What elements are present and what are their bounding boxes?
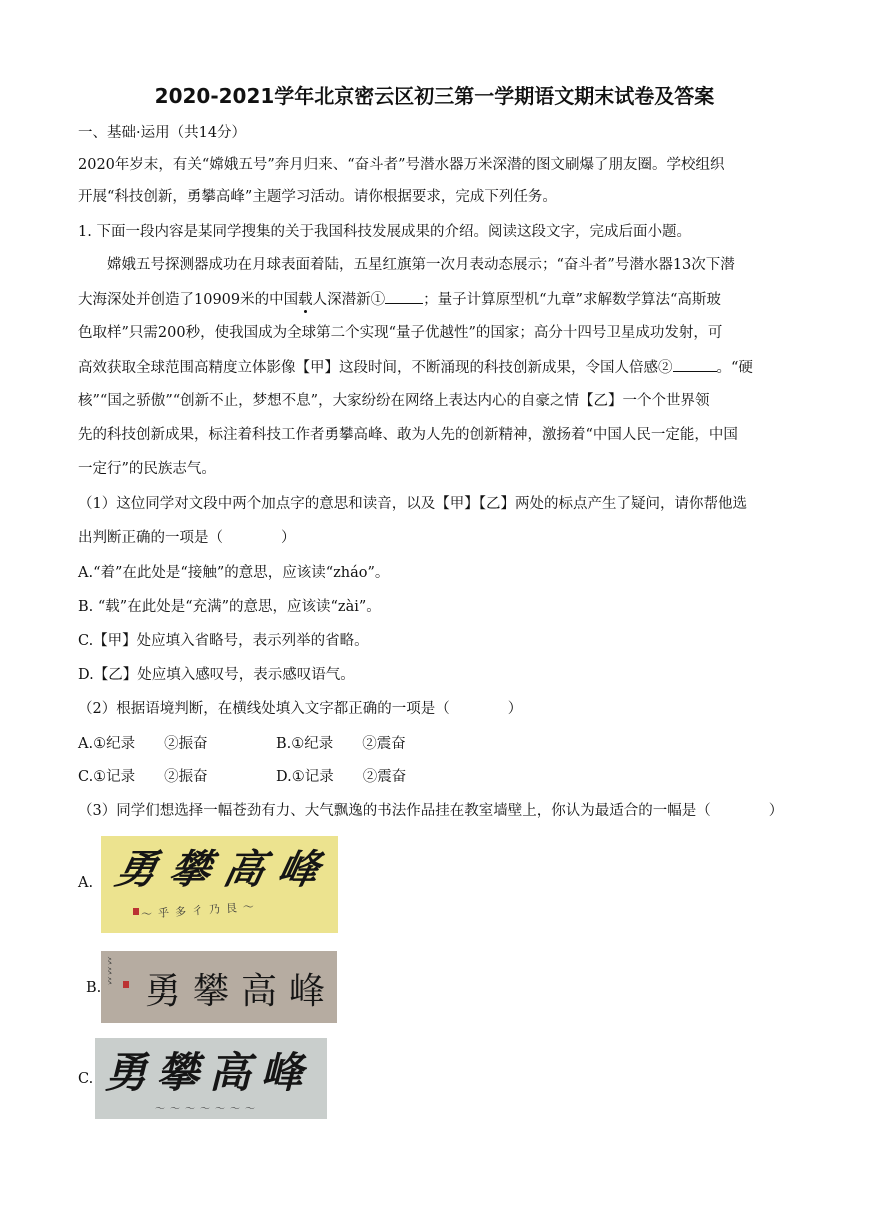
- passage-line-7: 一定行”的民族志气。: [78, 461, 216, 477]
- seal-stamp-a: [133, 908, 139, 915]
- inscription-a: 〜乎多彳乃艮〜: [140, 899, 261, 922]
- passage-text: 嫦娥五号探测器成功在月球表面着陆，五星红旗第一次月表动态展示；“奋斗者”号潜水器13次下潜: [107, 257, 735, 273]
- blank-1: [385, 289, 423, 304]
- sub2-stem: （2）根据语境判断，在横线处填入文字都正确的一项是（ ）: [78, 701, 523, 717]
- calligraphy-image-a: [101, 836, 338, 933]
- question-1-stem: 1. 下面一段内容是某同学搜集的关于我国科技发展成果的介绍。阅读这段文字，完成后面小题。: [78, 224, 691, 240]
- passage-line-4: 高效获取全球范围高精度立体影像【甲】这段时间，不断涌现的科技创新成果，令国人倍感② 。“硬: [78, 357, 753, 378]
- intro-line-1: 2020年岁末，有关“嫦娥五号”奔月归来、“奋斗者”号潜水器万米深潜的图文刷爆了朋友圈。学校组织: [78, 157, 725, 173]
- calligraphy-text-a: 勇攀高峰: [111, 847, 338, 893]
- inscription-c: 〜〜〜〜〜〜〜: [155, 1104, 260, 1115]
- option-c-label: C.: [78, 1071, 94, 1087]
- sub1-option-a: A.“着”在此处是“接触”的意思，应该读“zháo”。: [78, 565, 390, 581]
- sub2-option-d: D.①记录 ②震奋: [276, 769, 407, 785]
- sub3-stem: （3）同学们想选择一幅苍劲有力、大气飘逸的书法作品挂在教室墙壁上，你认为最适合的一幅是（ ）: [78, 803, 784, 819]
- option-a-label: A.: [78, 875, 94, 891]
- calligraphy-text-b: 勇攀高峰: [145, 971, 337, 1012]
- sub1-option-b: B. “载”在此处是“充满”的意思，应该读“zài”。: [78, 599, 381, 615]
- calligraphy-image-c: [95, 1038, 327, 1119]
- sub2-option-a: A.①纪录 ②振奋: [78, 736, 208, 752]
- sub1-option-c: C.【甲】处应填入省略号，表示列举的省略。: [78, 633, 369, 649]
- blank-2: [673, 357, 717, 372]
- passage-line-2: 大海深处并创造了10909米的中国载人深潜新① ；量子计算原型机“九章”求解数学算法“高斯玻: [78, 289, 721, 310]
- calligraphy-text-c: 勇攀高峰: [102, 1048, 323, 1097]
- intro-line-2: 开展“科技创新，勇攀高峰”主题学习活动。请你根据要求，完成下列任务。: [78, 189, 557, 205]
- page-title: 2020-2021学年北京密云区初三第一学期语文期末试卷及答案: [154, 84, 715, 108]
- passage-line-5: 核”“国之骄傲”“创新不止，梦想不息”，大家纷纷在网络上表达内心的自豪之情【乙】一个个世界领: [78, 393, 710, 409]
- section-heading: 一、基础·运用（共14分）: [78, 125, 247, 141]
- option-b-label: B.: [86, 980, 102, 996]
- passage-line-3: 色取样”只需200秒，使我国成为全球第二个实现“量子优越性”的国家；高分十四号卫星成功发射，可: [78, 325, 723, 341]
- dotted-char: 载: [298, 292, 313, 308]
- sub1-stem-1: （1）这位同学对文段中两个加点字的意思和读音，以及【甲】【乙】两处的标点产生了疑问，请你帮他选: [78, 496, 747, 512]
- sub1-option-d: D.【乙】处应填入感叹号，表示感叹语气。: [78, 667, 355, 683]
- sub2-option-b: B.①纪录 ②震奋: [276, 736, 406, 752]
- passage-line-1: [107, 255, 735, 275]
- sub1-stem-2: 出判断正确的一项是（ ）: [78, 530, 296, 546]
- sub2-option-c: C.①记录 ②振奋: [78, 769, 208, 785]
- inscription-b: 〻 〻 〻: [105, 957, 115, 987]
- passage-line-6: 先的科技创新成果，标注着科技工作者勇攀高峰、敢为人先的创新精神，激扬着“中国人民一定能，中国: [78, 427, 738, 443]
- seal-stamp-b: [123, 981, 129, 988]
- calligraphy-image-b: [101, 951, 337, 1023]
